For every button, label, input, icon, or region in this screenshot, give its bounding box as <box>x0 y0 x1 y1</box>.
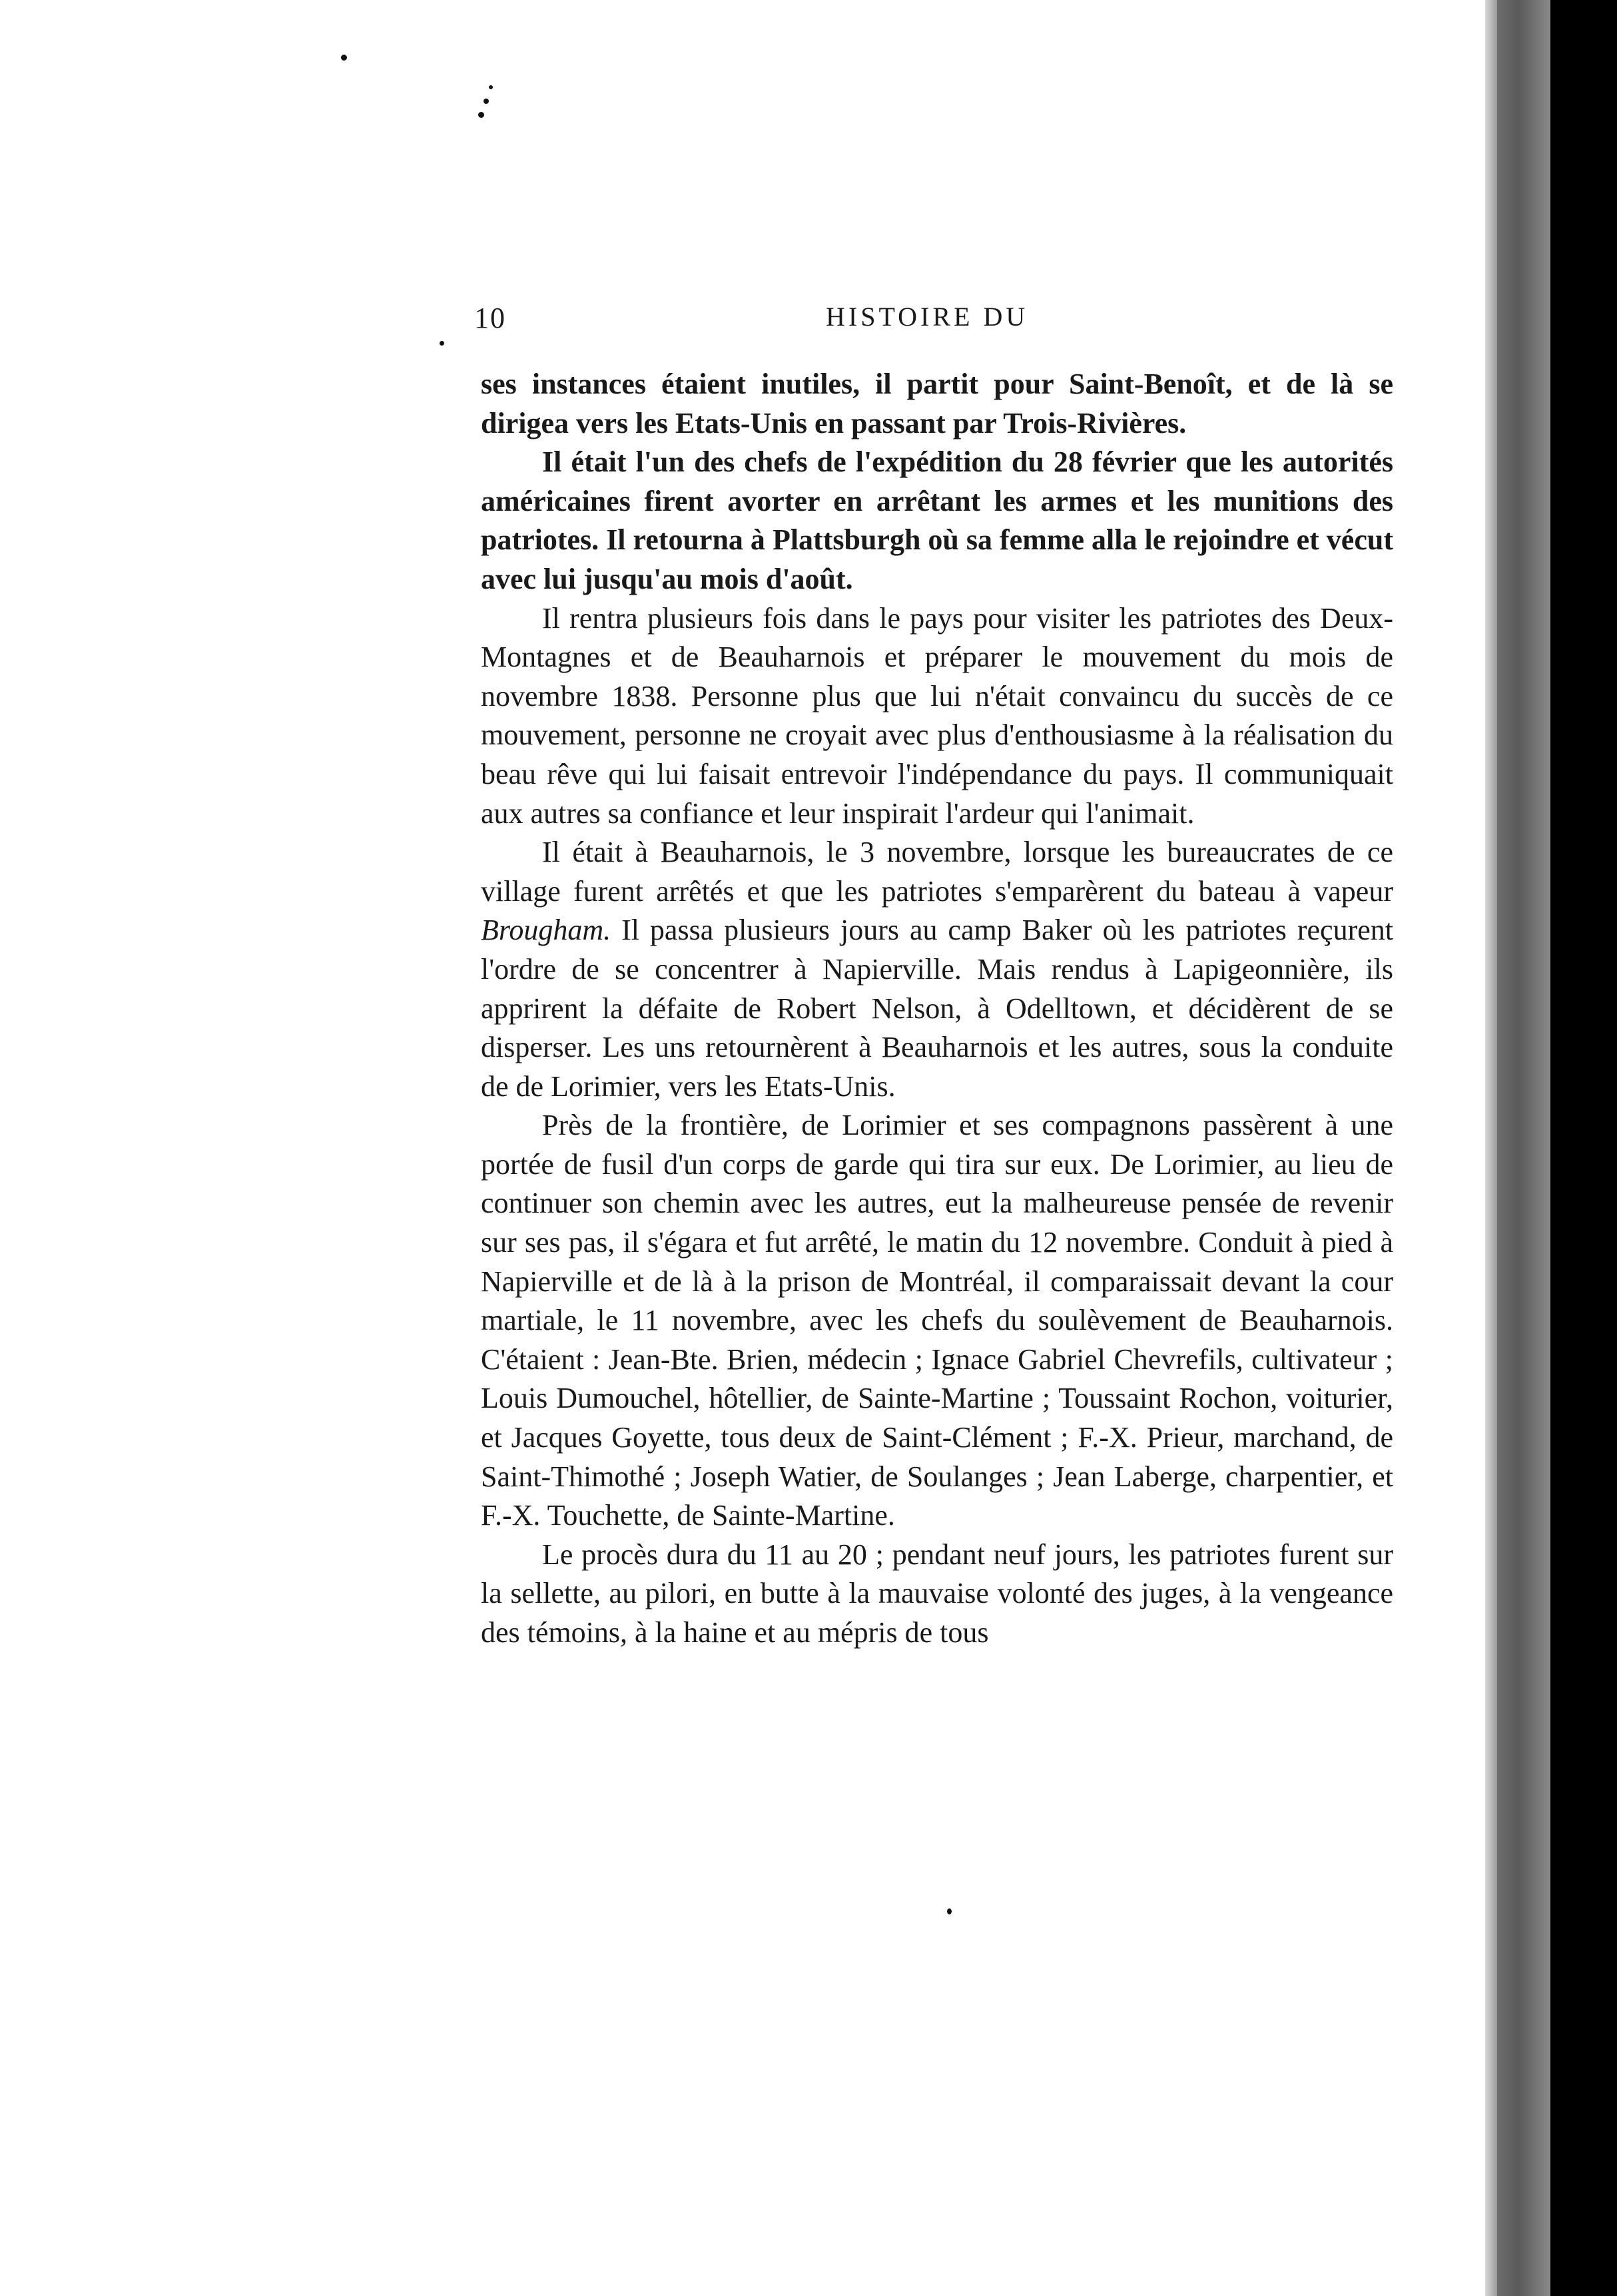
page-edge-shadow <box>1485 0 1497 2296</box>
paragraph <box>481 833 1393 1106</box>
paragraph: Il était l'un des chefs de l'expédition du 28 février que les autorités américaines firent avorter en arrêtant les armes et les munitions des patriotes. Il retourna à Plattsburgh où sa femme alla le rejoindre et vécut avec lui jusqu'au mois d'août. <box>481 445 1393 595</box>
running-head: HISTOIRE DU <box>826 302 1029 332</box>
paragraph: Il rentra plusieurs fois dans le pays pour visiter les patriotes des Deux-Montagnes et de Beauharnois et préparer le mouvement du mois de novembre 1838. Personne plus que lui n'était convaincu du succès de ce mouvement, personne ne croyait avec plus d'enthousiasme à la réalisation du beau rêve qui lui faisait entrevoir l'indépendance du pays. Il communiquait aux autres sa confiance et leur inspirait l'ardeur qui l'animait. <box>481 601 1393 830</box>
page-number: 10 <box>474 302 506 334</box>
scan-speck <box>489 85 493 89</box>
scan-speck <box>484 99 489 104</box>
paragraph: ses instances étaient inutiles, il partit pour Saint-Benoît, et de là se dirigea vers les Etats-Unis en passant par Trois-Rivières. <box>481 368 1393 439</box>
scan-speck <box>478 112 484 118</box>
scan-border <box>1550 0 1617 2296</box>
scan-speck <box>947 1908 952 1914</box>
paragraph-text: Il était à Beauharnois, le 3 novembre, lorsque les bureaucrates de ce village furent arrêtés et que les patriotes s'emparèrent du bateau à vapeur <box>481 836 1393 908</box>
body-text <box>481 365 1393 1653</box>
book-binding <box>1497 0 1550 2296</box>
ship-name: Brougham. <box>481 914 611 947</box>
scan-speck <box>440 341 444 346</box>
paragraph: Le procès dura du 11 au 20 ; pendant neuf jours, les patriotes furent sur la sellette, au pilori, en butte à la mauvaise volonté des juges, à la vengeance des témoins, à la haine et au mépris de tous <box>481 1538 1393 1649</box>
scan-speck <box>341 55 347 61</box>
paragraph: Près de la frontière, de Lorimier et ses compagnons passèrent à une portée de fusil d'un corps de garde qui tira sur eux. De Lorimier, au lieu de continuer son chemin avec les autres, eut la malheureuse pensée de revenir sur ses pas, il s'égara et fut arrêté, le matin du 12 novembre. Conduit à pied à Napierville et de là à la prison de Montréal, il comparaissait devant la cour martiale, le 11 novembre, avec les chefs du soulèvement de Beauharnois. C'étaient : Jean-Bte. Brien, médecin ; Ignace Gabriel Chevrefils, cultivateur ; Louis Dumouchel, hôtellier, de Sainte-Martine ; Toussaint Rochon, voiturier, et Jacques Goyette, tous deux de Saint-Clément ; F.-X. Prieur, marchand, de Saint-Thimothé ; Joseph Watier, de Soulanges ; Jean Laberge, charpentier, et F.-X. Touchette, de Sainte-Martine. <box>481 1109 1393 1532</box>
paragraph-text: Il passa plusieurs jours au camp Baker où les patriotes reçurent l'ordre de se concentrer à Napierville. Mais rendus à Lapigeonnière, ils apprirent la défaite de Robert Nelson, à Odelltown, et décidèrent de se disperser. Les uns retournèrent à Beauharnois et les autres, sous la conduite de de Lorimier, vers les Etats-Unis. <box>481 914 1393 1103</box>
page-header <box>474 301 1393 341</box>
